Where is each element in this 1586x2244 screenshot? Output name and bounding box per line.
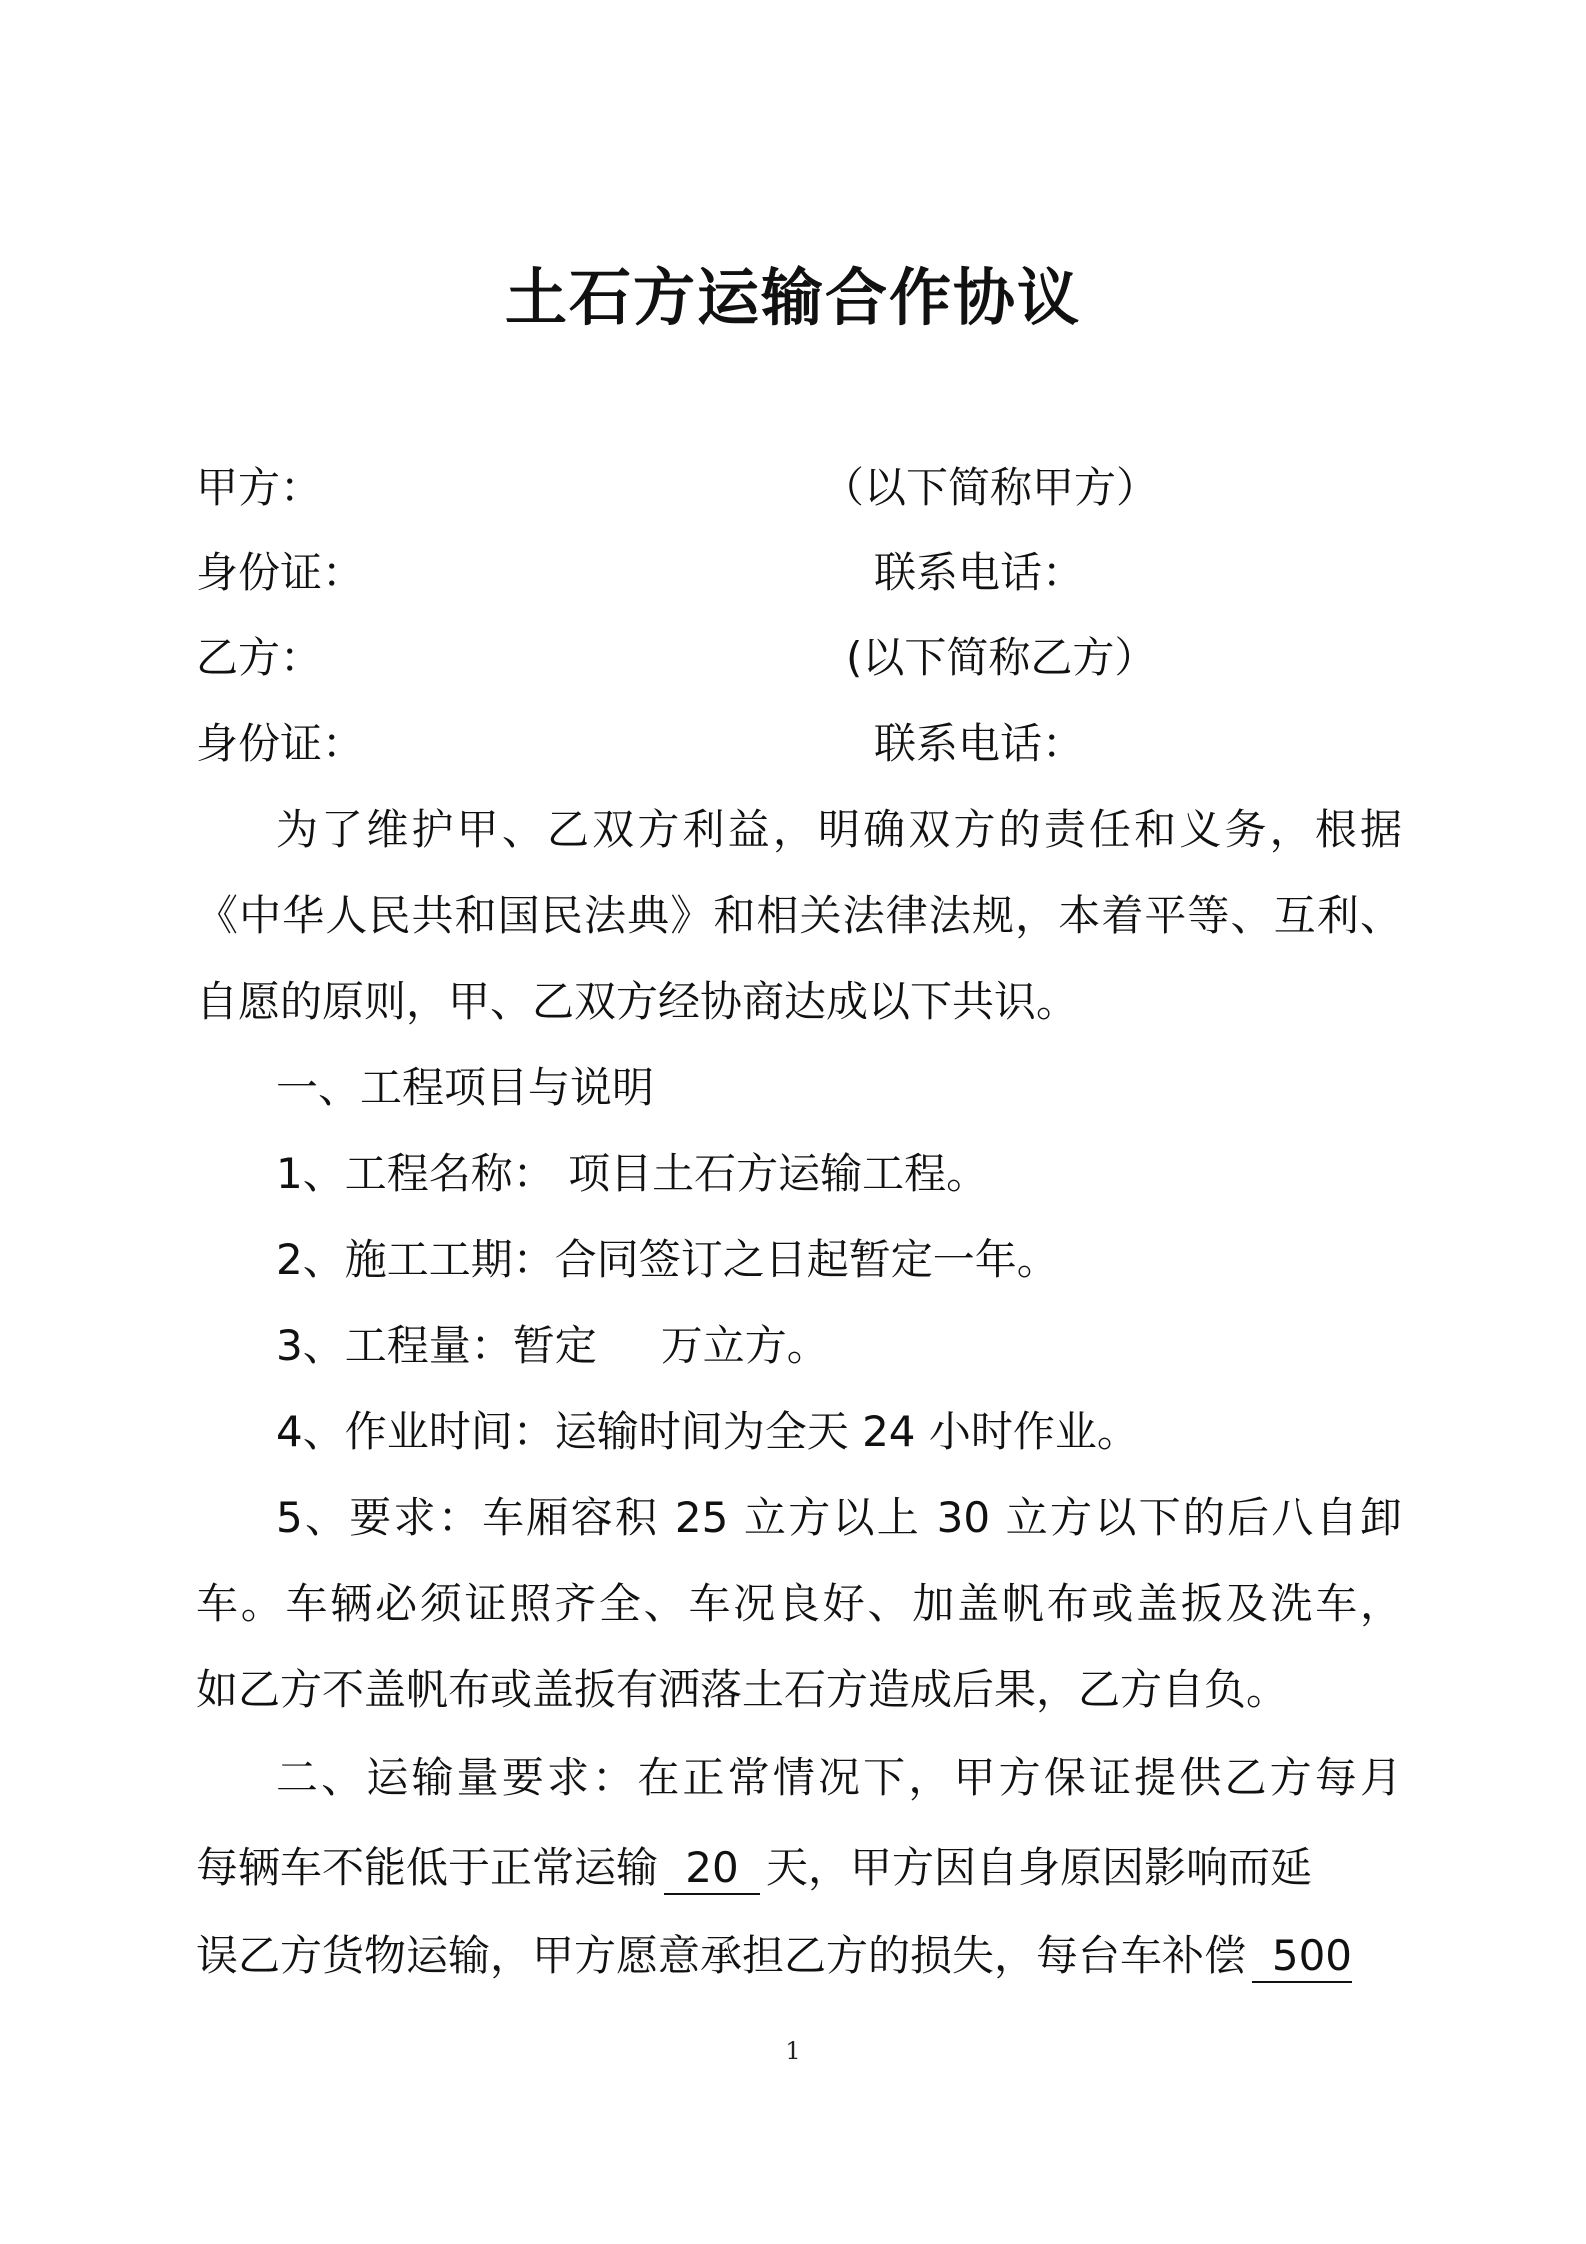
- section-1-item-5-line-3: 如乙方不盖帆布或盖扳有洒落土石方造成后果，乙方自负。: [196, 1665, 1289, 1714]
- section-1-item-3-suffix: 万立方。: [660, 1321, 829, 1370]
- section-2-line-2: [196, 1840, 1312, 1896]
- party-b-id-label: 身份证：: [196, 719, 365, 768]
- section-1-heading: 一、工程项目与说明: [276, 1063, 655, 1112]
- section-2-line-1: 二、运输量要求：在正常情况下，甲方保证提供乙方每月: [276, 1753, 1402, 1802]
- party-b-note: (以下简称乙方）: [846, 633, 1157, 682]
- page-number: 1: [785, 2037, 801, 2065]
- party-a-label: 甲方：: [196, 463, 323, 512]
- document-title: 土石方运输合作协议: [504, 261, 1081, 334]
- party-b-phone-label: 联系电话：: [874, 719, 1085, 768]
- section-2-line-2-prefix: 每辆车不能低于正常运输: [196, 1843, 659, 1892]
- section-2-line-2-suffix: 天，甲方因自身原因影响而延: [766, 1843, 1313, 1892]
- section-1-item-5-line-2: 车。车辆必须证照齐全、车况良好、加盖帆布或盖扳及洗车，: [196, 1579, 1402, 1628]
- days-underline-value: 20: [664, 1843, 760, 1895]
- party-a-phone-label: 联系电话：: [874, 548, 1085, 597]
- section-1-item-2: 2、施工工期：合同签订之日起暂定一年。: [276, 1235, 1059, 1284]
- compensation-underline-value: 500: [1252, 1931, 1352, 1983]
- preamble-line-3: 自愿的原则，甲、乙双方经协商达成以下共识。: [196, 977, 1079, 1026]
- preamble-line-1: 为了维护甲、乙双方利益，明确双方的责任和义务，根据: [276, 805, 1402, 854]
- section-1-item-3: [276, 1318, 829, 1374]
- section-1-item-5-line-1: 5、要求：车厢容积 25 立方以上 30 立方以下的后八自卸: [276, 1493, 1402, 1542]
- section-1-item-4: 4、作业时间：运输时间为全天 24 小时作业。: [276, 1407, 1139, 1456]
- party-a-note: （以下简称甲方）: [822, 463, 1159, 512]
- section-2-line-3: [196, 1928, 1352, 1984]
- party-a-id-label: 身份证：: [196, 548, 365, 597]
- section-2-line-3-prefix: 误乙方货物运输，甲方愿意承担乙方的损失，每台车补偿: [196, 1931, 1247, 1980]
- section-1-item-1: 1、工程名称： 项目土石方运输工程。: [276, 1149, 989, 1198]
- section-1-item-3-prefix: 3、工程量：暂定: [276, 1321, 597, 1370]
- preamble-line-2: 《中华人民共和国民法典》和相关法律法规，本着平等、互利、: [196, 891, 1402, 940]
- party-b-label: 乙方：: [196, 633, 323, 682]
